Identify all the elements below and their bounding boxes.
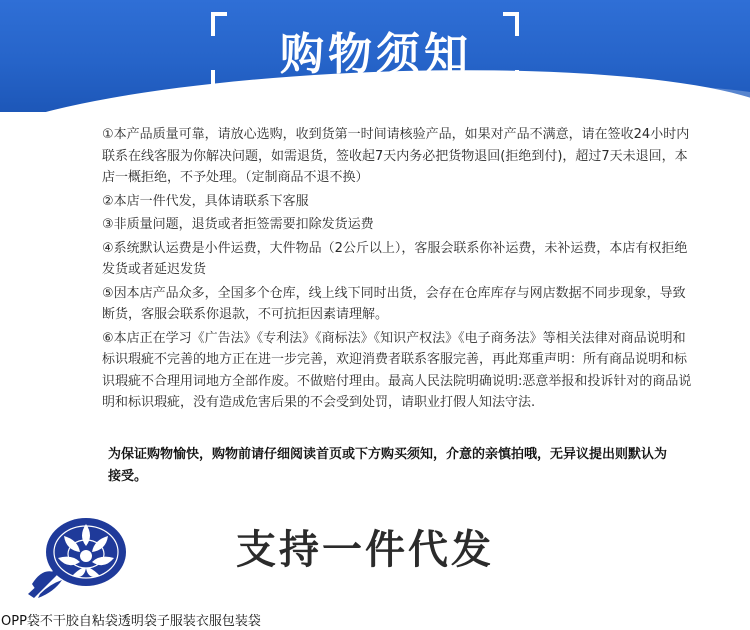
corner-bracket-icon (211, 70, 227, 94)
product-caption: OPP袋不干胶自粘袋透明袋子服装衣服包装袋 (1, 614, 261, 629)
dropship-support-text: 支持一件代发 (236, 527, 494, 573)
note-2: ②本店一件代发，具体请联系下客服 (102, 193, 309, 209)
purchase-notice: 为保证购物愉快，购物前请仔细阅读首页或下方购买须知，介意的亲慎拍哦，无异议提出则默认为接受。 (108, 447, 668, 484)
notes-list (102, 124, 692, 416)
header-banner (0, 0, 750, 112)
note-6: ⑥本店正在学习《广告法》《专利法》《商标法》《知识产权法》《电子商务法》等相关法律对商品说明和标识瑕疵不完善的地方正在进一步完善，欢迎消费者联系客服完善，再此郑重声明：所有商品说明和标识瑕疵不合理用词地方全部作废。不做赔付理由。最高人民法院明确说明:恶意举报和投诉针对的商品说明和标识瑕疵，没有造成危害后果的不会受到处罚，请职业打假人知法守法. (102, 330, 692, 410)
note-1: ①本产品质量可靠，请放心选购，收到货第一时间请核验产品，如果对产品不满意，请在签收24小时内联系在线客服为你解决问题，如需退货，签收起7天内务必把货物退回(拒绝到付)，超过7天未退回，本店一概拒绝，不予处理。（定制商品不退不换） (102, 127, 690, 185)
blue-peony-flower-icon (24, 510, 134, 600)
corner-bracket-icon (211, 12, 227, 36)
note-4: ④系统默认运费是小件运费，大件物品（2公斤以上），客服会联系你补运费，未补运费，本店有权拒绝发货或者延迟发货 (102, 240, 688, 277)
note-3: ③非质量问题，退货或者拒签需要扣除发货运费 (102, 217, 374, 232)
page-title: 购物须知 (280, 29, 472, 80)
page-subtitle: shopping Gudielines (289, 76, 463, 96)
note-5: ⑤因本店产品众多，全国多个仓库，线上线下同时出货，会存在仓库库存与网店数据不同步现象，导致断货，客服会联系你退款，不可抗拒因素请理解。 (102, 285, 686, 322)
